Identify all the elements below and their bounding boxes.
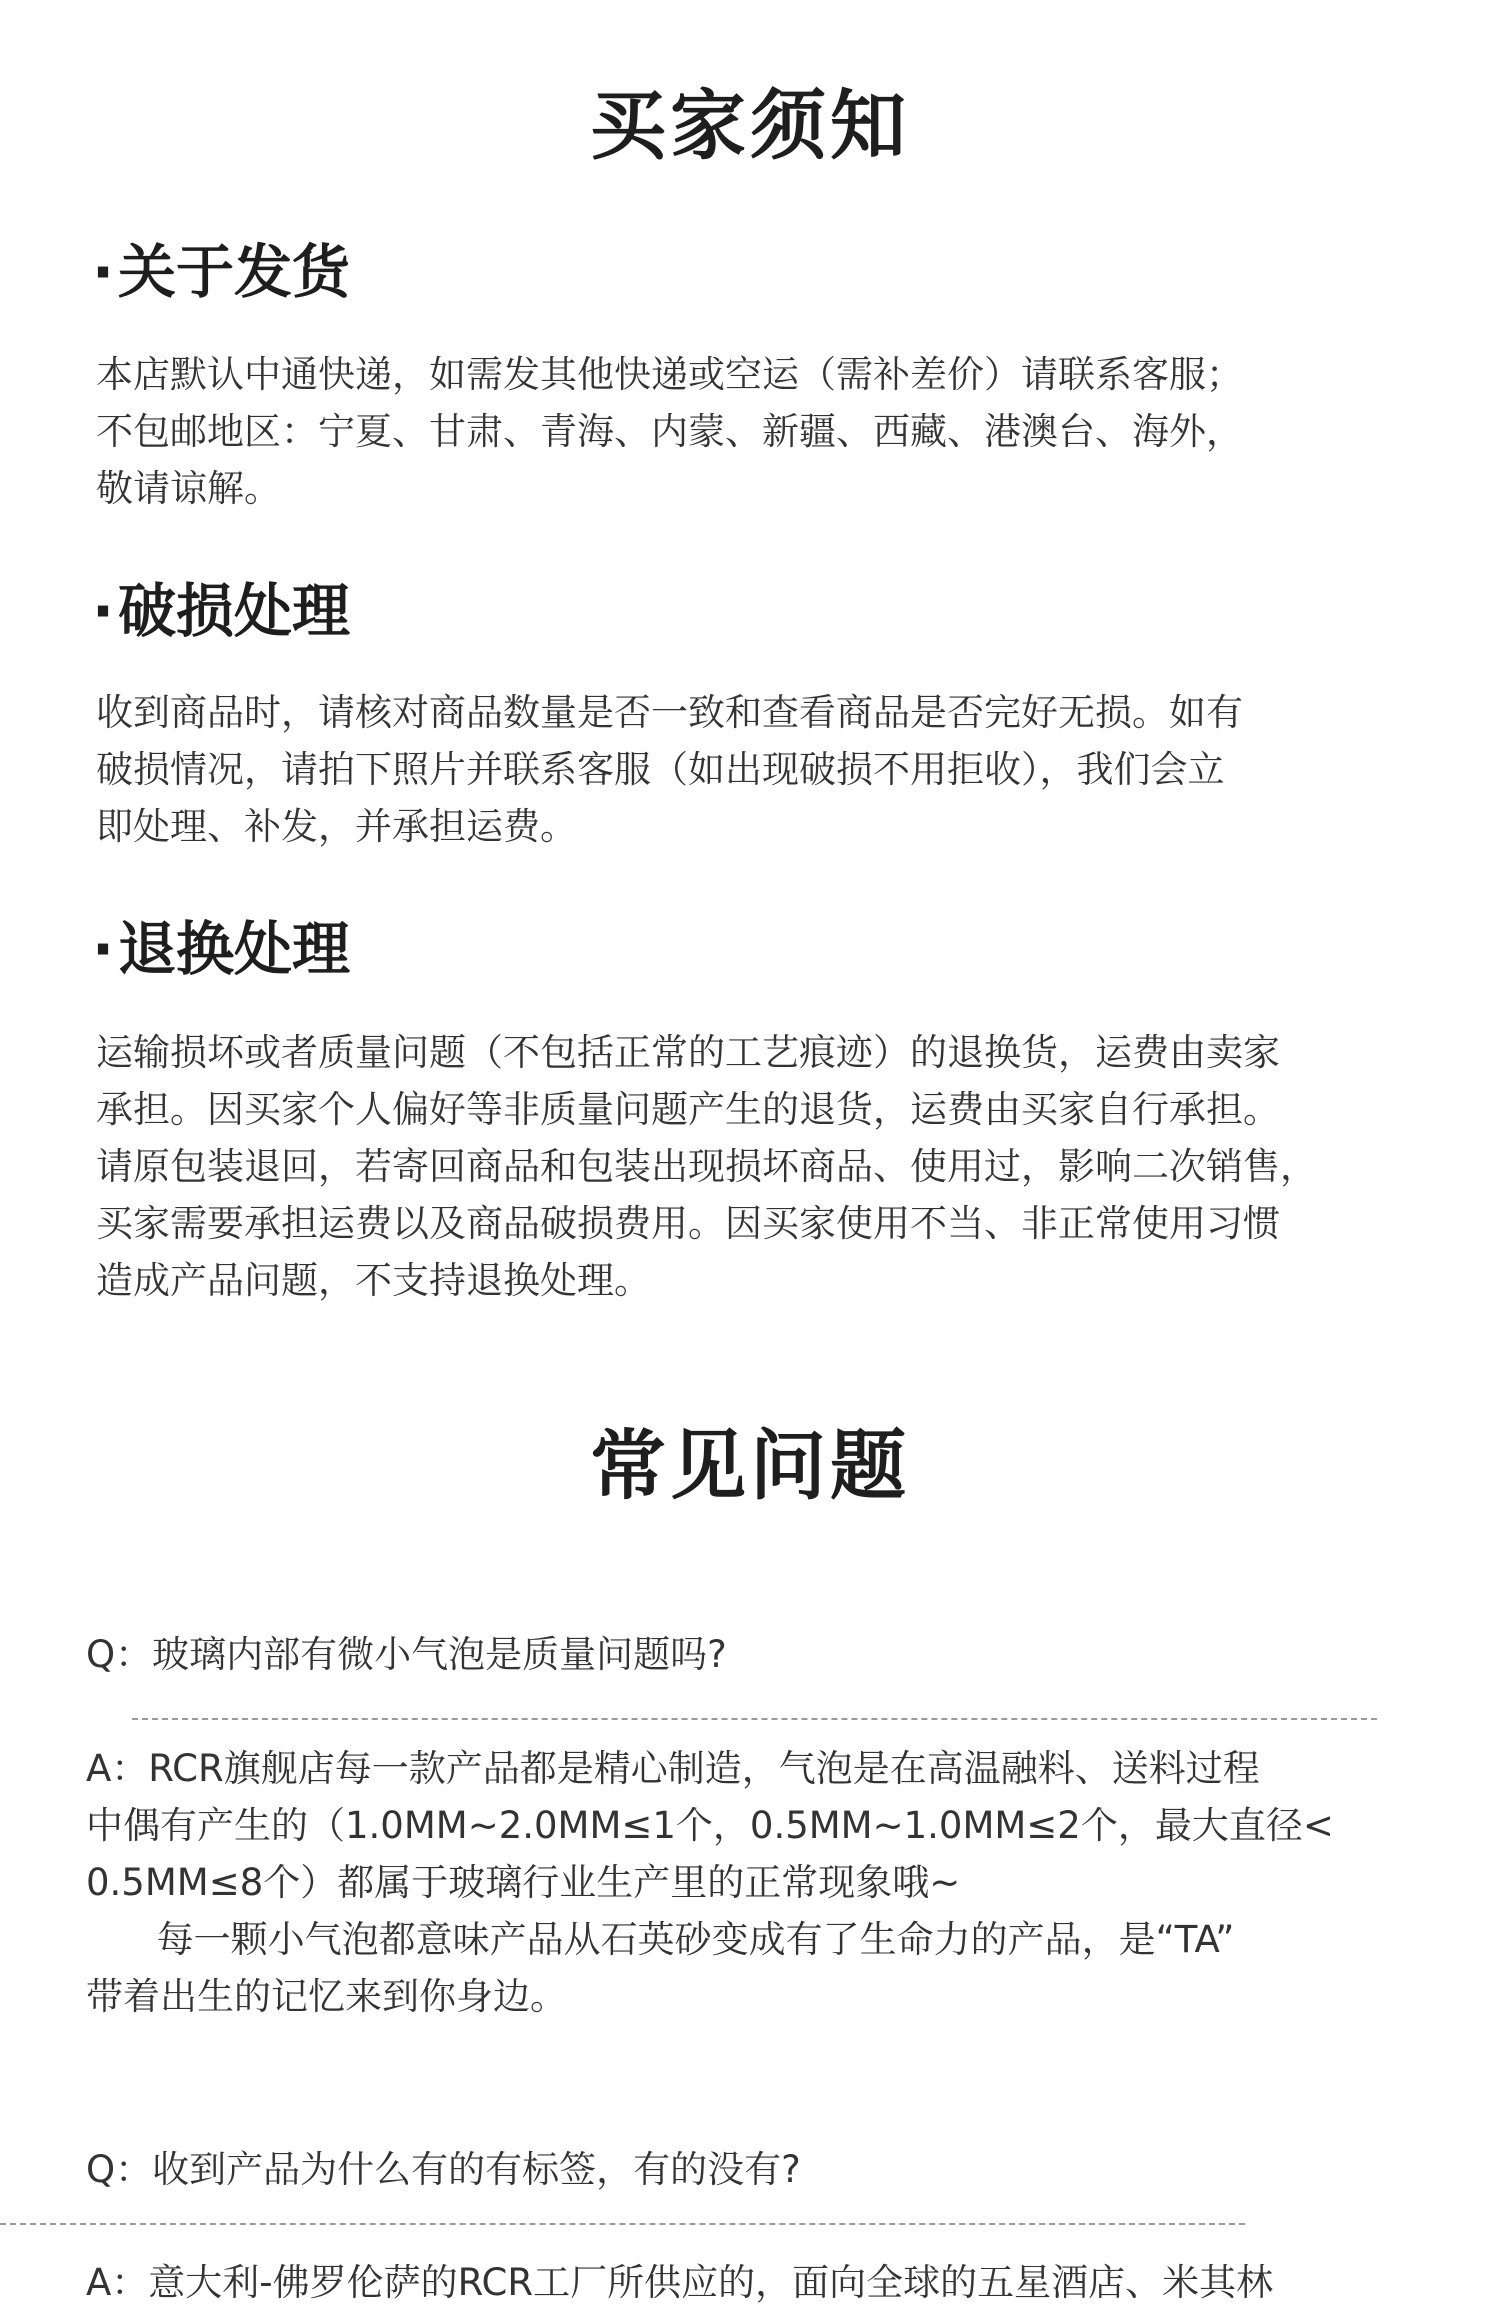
faq-answer-2: [86, 2254, 1466, 2311]
faq-title: 常见问题: [590, 1421, 910, 1510]
faq-divider-2: [0, 2223, 1245, 2225]
faq-answer-1: [86, 1740, 1466, 2025]
section-body-returns: [96, 1024, 1456, 1309]
text-line: A：RCR旗舰店每一款产品都是精心制造，气泡是在高温融料、送料过程: [86, 1747, 1260, 1790]
text-line: 每一颗小气泡都意味产品从石英砂变成有了生命力的产品，是“TA”: [86, 1918, 1235, 1961]
text-line: A：意大利-佛罗伦萨的RCR工厂所供应的，面向全球的五星酒店、米其林: [86, 2261, 1274, 2304]
text-line: 承担。因买家个人偏好等非质量问题产生的退货，运费由买家自行承担。: [96, 1088, 1280, 1131]
text-line: 请原包装退回，若寄回商品和包装出现损坏商品、使用过，影响二次销售，: [96, 1145, 1317, 1188]
text-line: 不包邮地区：宁夏、甘肃、青海、内蒙、新疆、西藏、港澳台、海外，: [96, 410, 1243, 453]
text-line: 买家需要承担运费以及商品破损费用。因买家使用不当、非正常使用习惯: [96, 1202, 1280, 1245]
section-body-damage: [96, 684, 1456, 855]
text-line: 带着出生的记忆来到你身边。: [86, 1975, 567, 2018]
text-line: 敬请谅解。: [96, 467, 281, 510]
bullet-dot: ·: [92, 577, 115, 645]
faq-question-2: Q：收到产品为什么有的有标签，有的没有?: [86, 2148, 801, 2191]
bullet-dot: ·: [92, 915, 115, 983]
faq-question-1: Q：玻璃内部有微小气泡是质量问题吗?: [86, 1633, 727, 1676]
section-heading-returns: ·退换处理: [92, 915, 351, 983]
text-line: 破损情况，请拍下照片并联系客服（如出现破损不用拒收），我们会立: [96, 748, 1225, 791]
text-line: 0.5MM≤8个）都属于玻璃行业生产里的正常现象哦~: [86, 1861, 961, 1904]
text-line: 收到商品时，请核对商品数量是否一致和查看商品是否完好无损。如有: [96, 691, 1243, 734]
section-body-shipping: [96, 346, 1456, 517]
section-heading-damage: ·破损处理: [92, 577, 351, 645]
text-line: 本店默认中通快递，如需发其他快递或空运（需补差价）请联系客服；: [96, 353, 1243, 396]
notice-title: 买家须知: [590, 81, 910, 170]
section-heading-shipping: ·关于发货: [92, 238, 351, 306]
text-line: 中偶有产生的（1.0MM~2.0MM≤1个，0.5MM~1.0MM≤2个，最大直径<: [86, 1804, 1334, 1847]
text-line: 即处理、补发，并承担运费。: [96, 805, 577, 848]
text-line: 运输损坏或者质量问题（不包括正常的工艺痕迹）的退换货，运费由卖家: [96, 1031, 1280, 1074]
bullet-dot: ·: [92, 238, 115, 306]
text-line: 造成产品问题，不支持退换处理。: [96, 1259, 651, 1302]
faq-divider-1: [132, 1718, 1377, 1720]
